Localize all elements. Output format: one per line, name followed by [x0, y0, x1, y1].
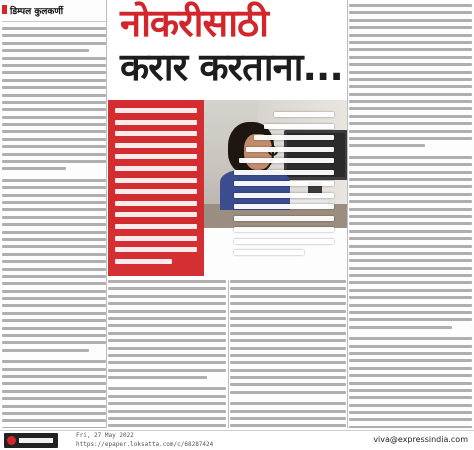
- middle-column-a-text: [108, 280, 226, 430]
- middle-column-b-text: [230, 280, 346, 430]
- right-column: [349, 0, 472, 428]
- left-column-text: [2, 27, 106, 428]
- right-column-text: [349, 4, 472, 428]
- left-column: [2, 0, 106, 428]
- epaper-footer: [0, 430, 474, 450]
- column-divider: [228, 280, 229, 428]
- epaper-url[interactable]: https://epaper.loksatta.com/c/68287424: [76, 441, 214, 448]
- headline-line-2: करार करताना...: [120, 45, 343, 89]
- publication-date: Fri, 27 May 2022: [76, 432, 134, 439]
- middle-column-b: [230, 280, 346, 430]
- pull-quote-right: [232, 108, 336, 276]
- author-name: डिम्पल कुलकर्णी: [2, 0, 106, 22]
- middle-column-a: [108, 280, 226, 430]
- pull-quote-left: [108, 100, 204, 276]
- loksatta-logo-icon: [4, 433, 58, 448]
- headline-block: [108, 0, 348, 100]
- column-divider: [106, 0, 107, 428]
- headline-line-1: नोकरीसाठी: [120, 1, 268, 45]
- column-divider: [347, 0, 348, 428]
- contact-email[interactable]: viva@expressindia.com: [373, 435, 468, 444]
